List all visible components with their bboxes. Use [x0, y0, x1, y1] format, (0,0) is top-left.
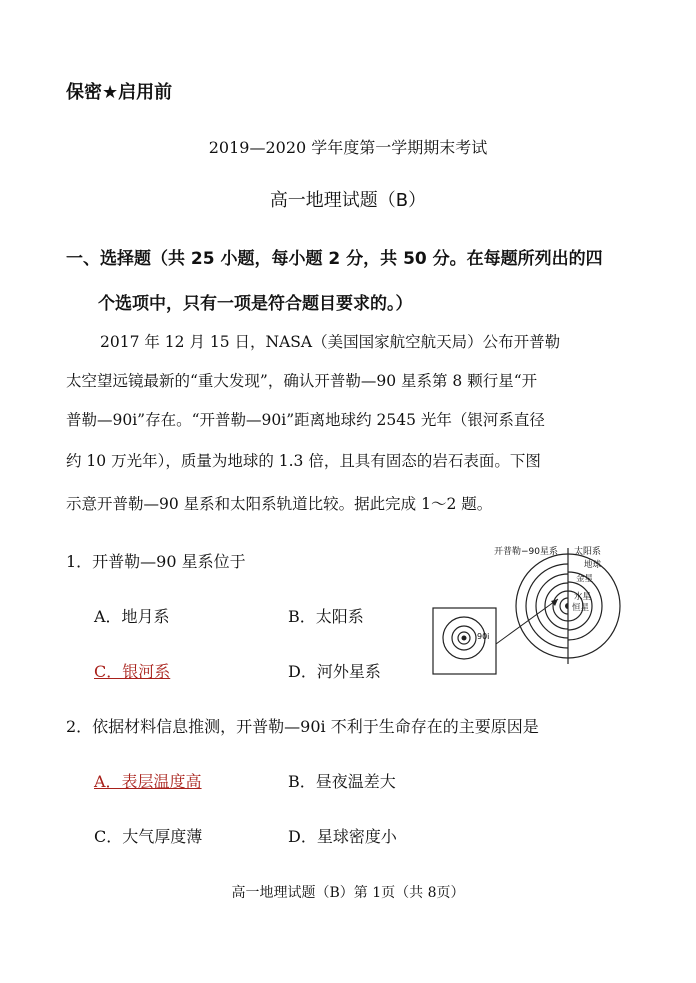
page-footer: 高一地理试题（B）第 1页（共 8页）	[231, 885, 465, 901]
section-heading-line2: 个选项中，只有一项是符合题目要求的。）	[98, 294, 413, 314]
confidential-mark: 保密★启用前	[66, 82, 173, 103]
question-2-option-d: D．星球密度小	[288, 827, 397, 846]
material-line: 示意开普勒—90 星系和太阳系轨道比较。据此完成 1～2 题。	[66, 495, 493, 513]
material-line: 普勒—90i”存在。“开普勒—90i”距离地球约 2545 光年（银河系直径	[66, 411, 545, 429]
figure-label-venus: 金星	[576, 574, 594, 584]
figure-label-solar: 太阳系	[574, 547, 602, 557]
subject-title: 高一地理试题（B）	[269, 190, 427, 211]
question-1-option-d: D．河外星系	[288, 662, 381, 681]
material-line: 2017 年 12 月 15 日，NASA（美国国家航空航天局）公布开普勒	[100, 333, 561, 351]
question-1-option-b: B．太阳系	[288, 607, 364, 626]
figure-label-kepler: 开普勒−90星系	[494, 547, 558, 557]
zoom-box	[433, 608, 496, 674]
orbit-comparison-figure	[428, 540, 628, 690]
question-2-stem: 2．依据材料信息推测，开普勒—90i 不利于生命存在的主要原因是	[66, 717, 539, 736]
question-1-stem: 1．开普勒—90 星系位于	[66, 552, 246, 571]
question-2-option-c: C．大气厚度薄	[94, 827, 203, 846]
material-line: 太空望远镜最新的“重大发现”，确认开普勒—90 星系第 8 颗行星“开	[66, 372, 538, 390]
material-line: 约 10 万光年），质量为地球的 1.3 倍，且具有固态的岩石表面。下图	[66, 452, 541, 470]
exam-title: 2019—2020 学年度第一学期期末考试	[208, 138, 488, 157]
figure-label-star: 恒星	[572, 603, 590, 613]
figure-label-earth: 地球	[584, 560, 602, 570]
question-1-option-a: A．地月系	[94, 607, 170, 626]
question-2-option-b: B．昼夜温差大	[288, 772, 396, 791]
question-2-option-a: A．表层温度高	[94, 772, 202, 791]
figure-label-90i: 90i	[477, 632, 490, 641]
question-1-option-c: C．银河系	[94, 662, 171, 681]
section-heading-line1: 一、选择题（共 25 小题，每小题 2 分，共 50 分。在每题所列出的四	[66, 249, 603, 269]
figure-label-mercury: 水星	[574, 592, 592, 602]
